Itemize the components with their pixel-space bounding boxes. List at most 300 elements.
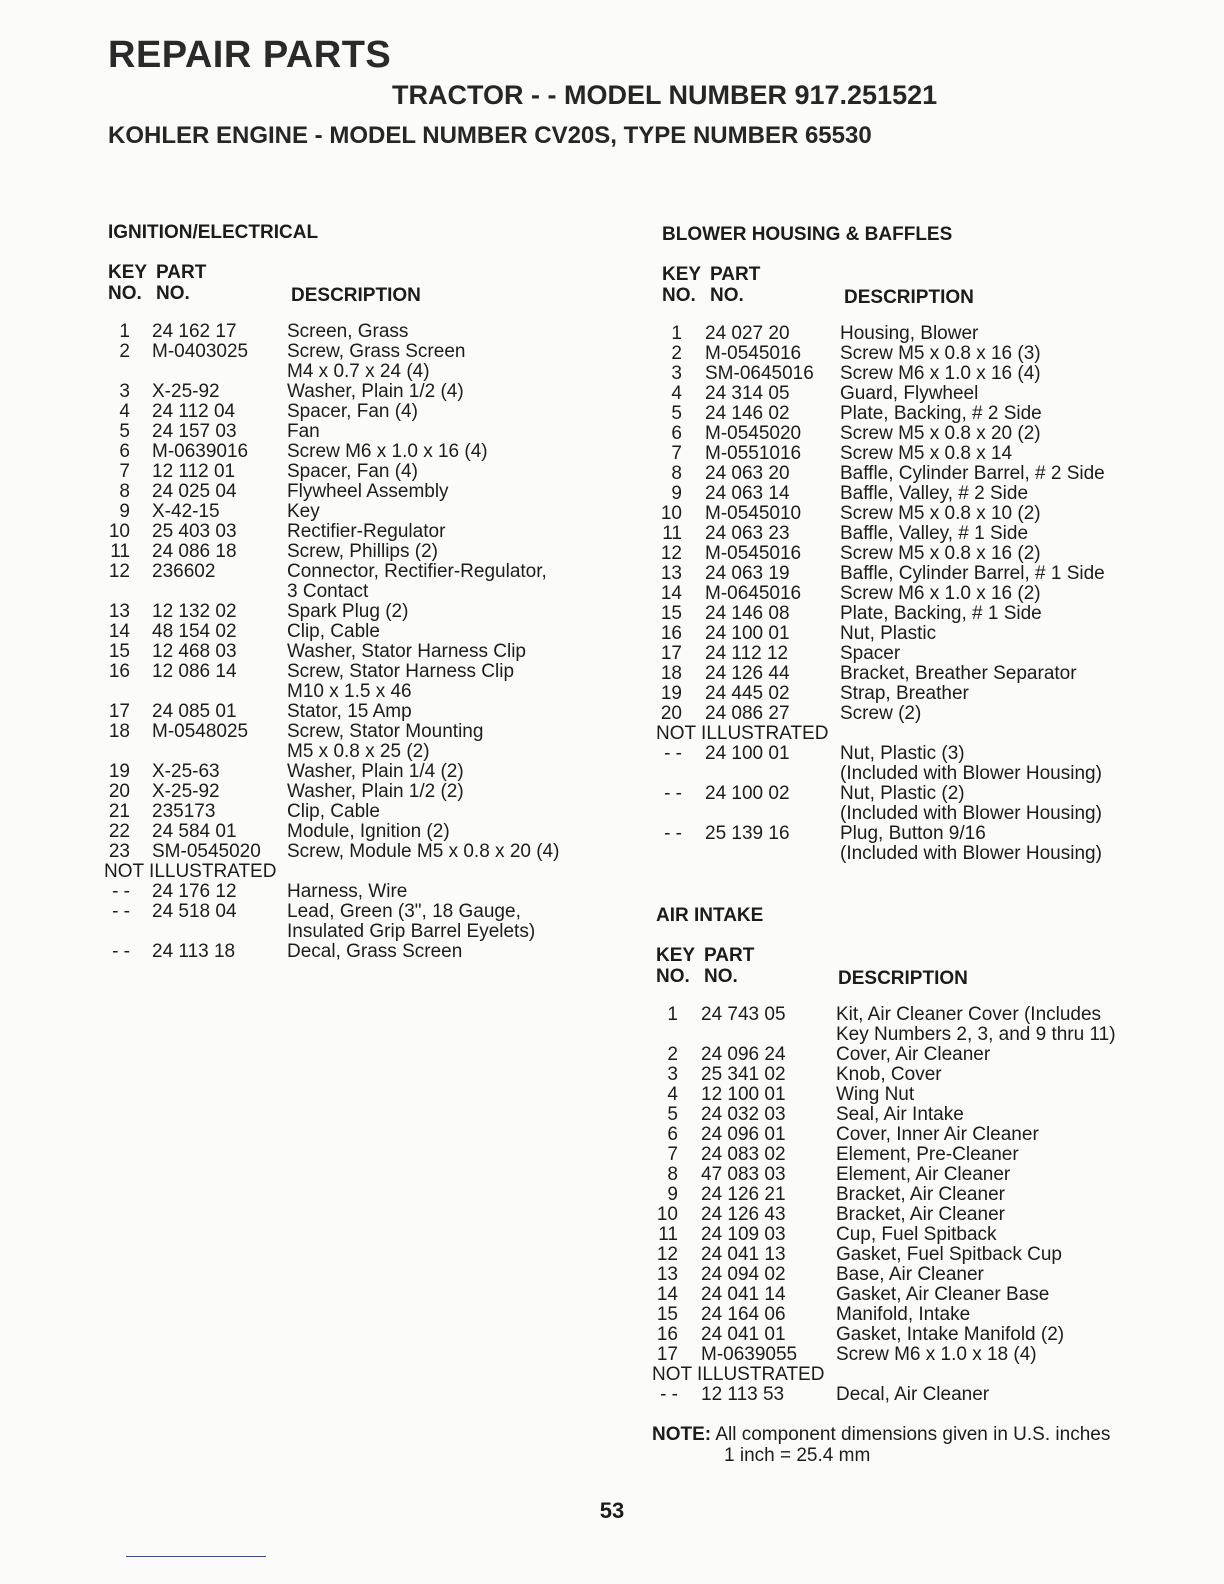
part-description: Gasket, Intake Manifold (2) (836, 1324, 1065, 1345)
part-row (656, 324, 1176, 344)
key-number: 13 (108, 601, 130, 622)
key-number: 8 (671, 463, 682, 484)
key-number: 9 (119, 501, 130, 522)
part-row (656, 444, 1176, 464)
part-row (656, 564, 1176, 584)
key-number: 4 (671, 383, 682, 404)
part-number: X-25-63 (152, 761, 220, 782)
note-text: All component dimensions given in U.S. inches (715, 1424, 1111, 1445)
part-row (104, 342, 604, 382)
part-number: 24 094 02 (701, 1264, 786, 1285)
key-number: 3 (119, 381, 130, 402)
key-number: 9 (671, 483, 682, 504)
section-title: BLOWER HOUSING & BAFFLES (662, 224, 953, 245)
part-number: 24 096 24 (701, 1044, 786, 1065)
key-number: 10 (656, 1204, 678, 1225)
key-number: 13 (656, 1264, 678, 1285)
part-row (656, 644, 1176, 664)
key-number: 12 (660, 543, 682, 564)
part-description: Knob, Cover (836, 1064, 942, 1085)
part-number: 24 027 20 (705, 323, 790, 344)
part-number: 12 132 02 (152, 601, 237, 622)
part-number: 24 041 13 (701, 1244, 786, 1265)
part-description: Baffle, Valley, # 1 Side (840, 523, 1029, 544)
key-number: 8 (119, 481, 130, 502)
page-number: 53 (599, 1498, 625, 1523)
part-number: 24 445 02 (705, 683, 790, 704)
part-row (652, 1205, 1172, 1225)
parts-list (104, 322, 604, 962)
part-number: 24 146 08 (705, 603, 790, 624)
part-number: 24 083 02 (701, 1144, 786, 1165)
part-row (652, 1125, 1172, 1145)
part-number: SM-0645016 (705, 363, 814, 384)
part-row (652, 1325, 1172, 1345)
part-row (656, 684, 1176, 704)
part-description: Screw M5 x 0.8 x 16 (3) (840, 343, 1041, 364)
key-number: 5 (671, 403, 682, 424)
key-number: 12 (108, 561, 130, 582)
page-title: REPAIR PARTS (108, 34, 392, 76)
part-description: Manifold, Intake (836, 1304, 971, 1325)
part-number: 24 085 01 (152, 701, 237, 722)
part-description: Screw M6 x 1.0 x 16 (4) (287, 441, 488, 462)
part-row (104, 562, 604, 602)
section-ignition-electrical (104, 222, 604, 962)
part-description: Bracket, Air Cleaner (836, 1204, 1005, 1225)
key-number: 17 (660, 643, 682, 664)
part-row (104, 662, 604, 702)
part-description: Screw (2) (840, 703, 922, 724)
part-description: Screw M6 x 1.0 x 18 (4) (836, 1344, 1037, 1365)
part-description: Fan (287, 421, 320, 442)
dimension-note (652, 1424, 1110, 1466)
part-row (104, 442, 604, 462)
part-row (656, 544, 1176, 564)
part-row (104, 462, 604, 482)
part-description: Screw M5 x 0.8 x 16 (2) (840, 543, 1041, 564)
part-row (104, 422, 604, 442)
part-row (656, 664, 1176, 684)
description-header: DESCRIPTION (838, 968, 968, 989)
key-number: 1 (671, 323, 682, 344)
part-row (104, 602, 604, 622)
part-description: Stator, 15 Amp (287, 701, 412, 722)
part-description: Screw M5 x 0.8 x 14 (840, 443, 1013, 464)
part-description: Element, Pre-Cleaner (836, 1144, 1019, 1165)
part-row (656, 584, 1176, 604)
part-number: 24 164 06 (701, 1304, 786, 1325)
part-row (652, 1265, 1172, 1285)
part-row (104, 482, 604, 502)
key-no-header: KEY NO. (108, 262, 148, 304)
part-description: Screw M5 x 0.8 x 10 (2) (840, 503, 1041, 524)
part-description: Harness, Wire (287, 881, 408, 902)
part-description: Cover, Air Cleaner (836, 1044, 991, 1065)
part-number: M-0545016 (705, 543, 802, 564)
key-number: 5 (667, 1104, 678, 1125)
part-number: M-0403025 (152, 341, 249, 362)
key-no-header: KEY NO. (656, 945, 696, 987)
part-number: 24 086 18 (152, 541, 237, 562)
part-number: 24 109 03 (701, 1224, 786, 1245)
part-number: 24 032 03 (701, 1104, 786, 1125)
part-description: Screw, Stator Harness Clip M10 x 1.5 x 46 (287, 661, 515, 702)
key-number: 17 (656, 1344, 678, 1365)
part-description: Baffle, Valley, # 2 Side (840, 483, 1029, 504)
part-description: Screw M6 x 1.0 x 16 (2) (840, 583, 1041, 604)
part-description: Base, Air Cleaner (836, 1264, 984, 1285)
key-number: 14 (660, 583, 682, 604)
part-row (104, 502, 604, 522)
part-row (656, 364, 1176, 384)
part-row (656, 704, 1176, 724)
part-row (656, 604, 1176, 624)
part-row (104, 902, 604, 942)
part-number: M-0548025 (152, 721, 249, 742)
part-description: Guard, Flywheel (840, 383, 979, 404)
key-number: - - (664, 783, 682, 804)
key-number: 15 (656, 1304, 678, 1325)
part-row (104, 842, 604, 862)
part-description: Plug, Button 9/16 (Included with Blower Housing) (840, 823, 1102, 864)
part-description: Washer, Plain 1/2 (4) (287, 381, 464, 402)
key-number: 12 (656, 1244, 678, 1265)
part-description: Washer, Plain 1/2 (2) (287, 781, 464, 802)
part-row (652, 1245, 1172, 1265)
part-number: 48 154 02 (152, 621, 237, 642)
part-description: Decal, Air Cleaner (836, 1384, 990, 1405)
part-description: Bracket, Air Cleaner (836, 1184, 1005, 1205)
part-row (656, 384, 1176, 404)
part-row (104, 722, 604, 762)
part-number: 24 314 05 (705, 383, 790, 404)
key-number: 22 (108, 821, 130, 842)
part-row (656, 824, 1176, 864)
part-number: 24 063 20 (705, 463, 790, 484)
part-number: 25 341 02 (701, 1064, 786, 1085)
part-description: Washer, Stator Harness Clip (287, 641, 526, 662)
part-number: M-0645016 (705, 583, 802, 604)
part-row (104, 702, 604, 722)
key-number: 2 (671, 343, 682, 364)
part-row (652, 1225, 1172, 1245)
part-description: Clip, Cable (287, 801, 380, 822)
part-row (652, 1145, 1172, 1165)
part-number: 24 126 21 (701, 1184, 786, 1205)
column-headers (662, 264, 1176, 310)
key-number: 7 (119, 461, 130, 482)
part-row (656, 464, 1176, 484)
part-description: Screw M6 x 1.0 x 16 (4) (840, 363, 1041, 384)
part-row (104, 822, 604, 842)
part-number: 12 086 14 (152, 661, 237, 682)
part-row (652, 1045, 1172, 1065)
key-number: 19 (108, 761, 130, 782)
part-number: M-0545016 (705, 343, 802, 364)
part-description: Plate, Backing, # 2 Side (840, 403, 1042, 424)
part-number: 47 083 03 (701, 1164, 786, 1185)
part-number: 24 063 19 (705, 563, 790, 584)
part-number: X-25-92 (152, 381, 220, 402)
part-number: 24 100 01 (705, 623, 790, 644)
part-row (656, 624, 1176, 644)
column-headers (108, 262, 604, 308)
part-row (104, 942, 604, 962)
part-description: Spacer, Fan (4) (287, 401, 418, 422)
part-description: Lead, Green (3", 18 Gauge, Insulated Grip Barrel Eyelets) (287, 901, 536, 942)
key-number: 8 (667, 1164, 678, 1185)
key-number: 13 (660, 563, 682, 584)
part-description: Screw M5 x 0.8 x 20 (2) (840, 423, 1041, 444)
key-number: 6 (671, 423, 682, 444)
part-row (656, 404, 1176, 424)
part-description: Seal, Air Intake (836, 1104, 964, 1125)
part-description: Nut, Plastic (3) (Included with Blower Housing) (840, 743, 1102, 784)
part-number: 12 113 53 (701, 1384, 785, 1405)
key-number: 23 (108, 841, 130, 862)
section-air-intake (652, 905, 1172, 1405)
part-number: M-0551016 (705, 443, 802, 464)
part-description: Key (287, 501, 320, 522)
part-row (104, 542, 604, 562)
part-row (104, 402, 604, 422)
part-row (104, 882, 604, 902)
parts-list (656, 324, 1176, 864)
key-number: 20 (108, 781, 130, 802)
part-description: Washer, Plain 1/4 (2) (287, 761, 464, 782)
part-description: Screw, Stator Mounting M5 x 0.8 x 25 (2) (287, 721, 484, 762)
part-number: 236602 (152, 561, 216, 582)
key-number: 11 (658, 1224, 678, 1245)
footer-rule (126, 1556, 266, 1557)
part-number: X-42-15 (152, 501, 220, 522)
part-description: Element, Air Cleaner (836, 1164, 1011, 1185)
part-number: 24 100 01 (705, 743, 790, 764)
part-number: 24 063 23 (705, 523, 790, 544)
part-description: Connector, Rectifier-Regulator, 3 Contact (287, 561, 547, 602)
part-number: 24 113 18 (152, 941, 236, 962)
section-blower-housing (656, 224, 1176, 864)
part-description: Spark Plug (2) (287, 601, 409, 622)
column-headers (656, 945, 1172, 991)
part-description: Spacer, Fan (4) (287, 461, 418, 482)
key-number: 1 (119, 321, 130, 342)
part-number: 24 112 12 (705, 643, 789, 664)
key-number: 21 (108, 801, 130, 822)
part-number: 25 403 03 (152, 521, 237, 542)
part-row (652, 1105, 1172, 1125)
key-number: 20 (660, 703, 682, 724)
key-number: 5 (119, 421, 130, 442)
part-number: 24 146 02 (705, 403, 790, 424)
key-number: 17 (108, 701, 130, 722)
part-row (652, 1385, 1172, 1405)
part-number: X-25-92 (152, 781, 220, 802)
part-description: Rectifier-Regulator (287, 521, 446, 542)
part-row (104, 802, 604, 822)
part-number: 24 126 44 (705, 663, 790, 684)
part-description: Baffle, Cylinder Barrel, # 2 Side (840, 463, 1105, 484)
key-number: 1 (667, 1004, 678, 1025)
part-number: 24 162 17 (152, 321, 237, 342)
part-description: Screw, Phillips (2) (287, 541, 438, 562)
part-description: Baffle, Cylinder Barrel, # 1 Side (840, 563, 1105, 584)
part-no-header: PART NO. (704, 945, 755, 987)
part-description: Housing, Blower (840, 323, 979, 344)
section-title: IGNITION/ELECTRICAL (108, 222, 319, 243)
part-description: Nut, Plastic (2) (Included with Blower Housing) (840, 783, 1102, 824)
key-number: - - (112, 881, 130, 902)
part-row (656, 424, 1176, 444)
part-number: 25 139 16 (705, 823, 790, 844)
key-number: 11 (110, 541, 130, 562)
part-row (656, 744, 1176, 784)
part-row (104, 762, 604, 782)
part-description: Screen, Grass (287, 321, 409, 342)
part-number: M-0545020 (705, 423, 802, 444)
part-row (652, 1005, 1172, 1045)
part-row (104, 322, 604, 342)
key-number: 6 (667, 1124, 678, 1145)
part-no-header: PART NO. (156, 262, 207, 304)
part-description: Gasket, Air Cleaner Base (836, 1284, 1050, 1305)
part-number: 24 041 01 (701, 1324, 786, 1345)
key-number: 14 (656, 1284, 678, 1305)
part-row (656, 344, 1176, 364)
part-description: Wing Nut (836, 1084, 915, 1105)
part-description: Screw, Module M5 x 0.8 x 20 (4) (287, 841, 560, 862)
key-number: 2 (119, 341, 130, 362)
part-row (652, 1285, 1172, 1305)
key-number: 18 (660, 663, 682, 684)
section-title: AIR INTAKE (656, 905, 764, 926)
part-number: 12 100 01 (701, 1084, 786, 1105)
part-row (656, 504, 1176, 524)
part-description: Nut, Plastic (840, 623, 937, 644)
part-description: Strap, Breather (840, 683, 969, 704)
engine-model-heading: KOHLER ENGINE - MODEL NUMBER CV20S, TYPE NUMBER 65530 (108, 122, 872, 149)
key-number: 18 (108, 721, 130, 742)
parts-list (652, 1005, 1172, 1405)
part-number: M-0545010 (705, 503, 802, 524)
part-description: Plate, Backing, # 1 Side (840, 603, 1042, 624)
not-illustrated-heading: NOT ILLUSTRATED (652, 1364, 825, 1385)
description-header: DESCRIPTION (291, 285, 421, 306)
key-number: - - (112, 901, 130, 922)
part-description: Spacer (840, 643, 901, 664)
key-number: 3 (671, 363, 682, 384)
part-description: Kit, Air Cleaner Cover (Includes Key Numbers 2, 3, and 9 thru 11) (836, 1004, 1116, 1045)
part-row (104, 642, 604, 662)
key-number: 15 (660, 603, 682, 624)
part-row (652, 1185, 1172, 1205)
part-row (656, 524, 1176, 544)
key-number: 19 (660, 683, 682, 704)
part-number: 24 584 01 (152, 821, 237, 842)
part-number: 12 112 01 (152, 461, 236, 482)
key-number: 2 (667, 1044, 678, 1065)
part-number: 24 126 43 (701, 1204, 786, 1225)
key-number: 16 (108, 661, 130, 682)
key-number: - - (660, 1384, 678, 1405)
note-label: NOTE: (652, 1424, 712, 1445)
key-number: 4 (667, 1084, 678, 1105)
key-number: 7 (667, 1144, 678, 1165)
part-no-header: PART NO. (710, 264, 761, 306)
part-row (104, 782, 604, 802)
part-number: 24 096 01 (701, 1124, 786, 1145)
part-row (104, 382, 604, 402)
key-number: 6 (119, 441, 130, 462)
part-number: 24 100 02 (705, 783, 790, 804)
key-number: 11 (662, 523, 682, 544)
tractor-model-heading: TRACTOR - - MODEL NUMBER 917.251521 (392, 80, 938, 110)
key-number: - - (664, 823, 682, 844)
part-number: 235173 (152, 801, 216, 822)
part-row (652, 1085, 1172, 1105)
part-description: Bracket, Breather Separator (840, 663, 1077, 684)
part-description: Module, Ignition (2) (287, 821, 450, 842)
key-number: 10 (108, 521, 130, 542)
part-row (652, 1065, 1172, 1085)
part-number: 24 176 12 (152, 881, 237, 902)
key-number: 10 (660, 503, 682, 524)
part-row (652, 1345, 1172, 1365)
part-number: M-0639055 (701, 1344, 798, 1365)
key-number: - - (664, 743, 682, 764)
key-no-header: KEY NO. (662, 264, 702, 306)
part-description: Gasket, Fuel Spitback Cup (836, 1244, 1062, 1265)
part-row (104, 622, 604, 642)
not-illustrated-heading: NOT ILLUSTRATED (656, 723, 829, 744)
part-number: 24 025 04 (152, 481, 237, 502)
key-number: 16 (656, 1324, 678, 1345)
part-description: Cover, Inner Air Cleaner (836, 1124, 1039, 1145)
part-number: 24 063 14 (705, 483, 790, 504)
key-number: - - (112, 941, 130, 962)
part-row (652, 1305, 1172, 1325)
part-number: SM-0545020 (152, 841, 261, 862)
key-number: 16 (660, 623, 682, 644)
key-number: 7 (671, 443, 682, 464)
part-row (656, 484, 1176, 504)
part-description: Clip, Cable (287, 621, 380, 642)
part-row (656, 784, 1176, 824)
part-description: Cup, Fuel Spitback (836, 1224, 997, 1245)
part-number: 24 743 05 (701, 1004, 786, 1025)
note-conversion: 1 inch = 25.4 mm (724, 1445, 871, 1466)
part-number: 24 112 04 (152, 401, 236, 422)
part-number: 24 041 14 (701, 1284, 786, 1305)
key-number: 9 (667, 1184, 678, 1205)
part-description: Screw, Grass Screen M4 x 0.7 x 24 (4) (287, 341, 466, 382)
part-description: Decal, Grass Screen (287, 941, 463, 962)
key-number: 14 (108, 621, 130, 642)
part-row (652, 1165, 1172, 1185)
part-number: 24 086 27 (705, 703, 790, 724)
description-header: DESCRIPTION (844, 287, 974, 308)
key-number: 15 (108, 641, 130, 662)
part-row (104, 522, 604, 542)
part-number: M-0639016 (152, 441, 249, 462)
key-number: 3 (667, 1064, 678, 1085)
part-description: Flywheel Assembly (287, 481, 449, 502)
part-number: 24 518 04 (152, 901, 237, 922)
part-number: 24 157 03 (152, 421, 237, 442)
not-illustrated-heading: NOT ILLUSTRATED (104, 861, 277, 882)
key-number: 4 (119, 401, 130, 422)
